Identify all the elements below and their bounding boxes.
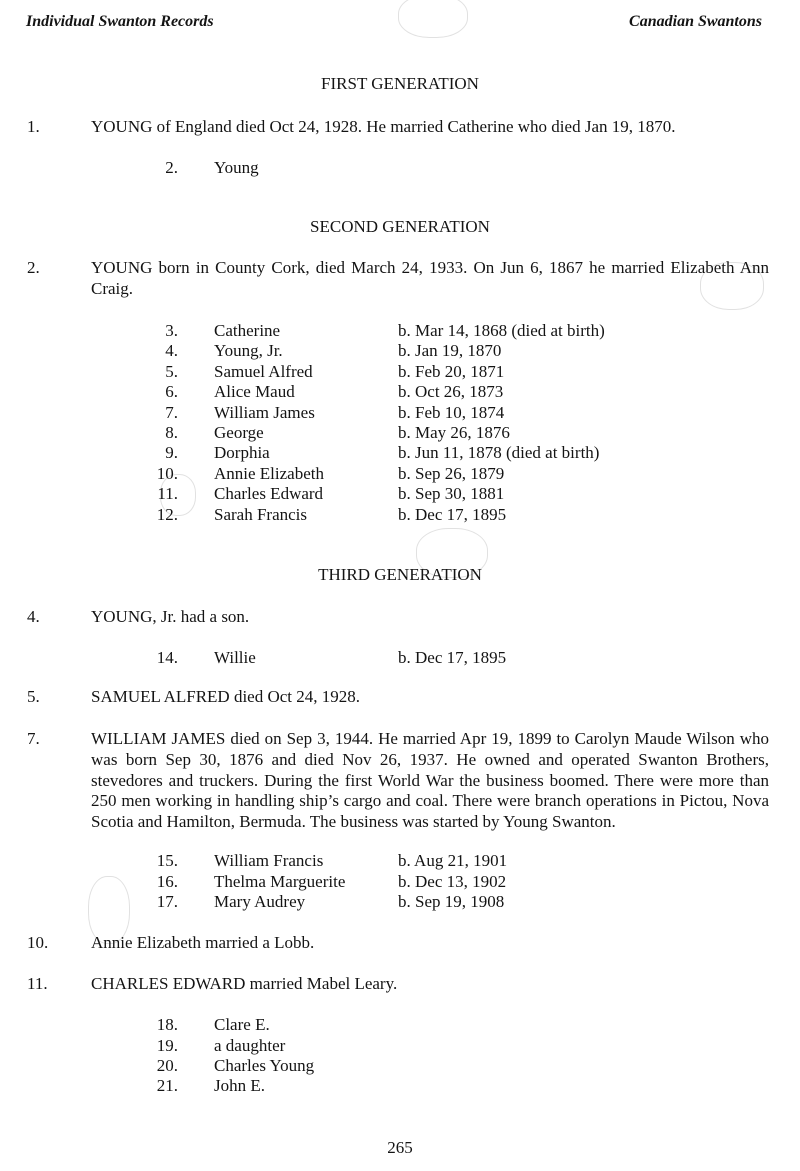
child-name: Sarah Francis <box>214 505 308 524</box>
child-name: Young, Jr. <box>214 341 283 360</box>
child-name: William James <box>214 403 315 422</box>
child-number: 20. <box>156 1056 178 1075</box>
child-name: William Francis <box>214 851 324 870</box>
entry-number: 10. <box>27 933 49 952</box>
entry-number: 11. <box>27 974 48 993</box>
child-name: a daughter <box>214 1036 286 1055</box>
child-birth: b. Jan 19, 1870 <box>398 341 502 360</box>
child-name: Willie <box>214 648 256 667</box>
child-birth: b. May 26, 1876 <box>398 423 510 442</box>
section-heading-third-generation: THIRD GENERATION <box>318 565 482 584</box>
child-name: George <box>214 423 264 442</box>
child-birth: b. Aug 21, 1901 <box>398 851 508 870</box>
child-name: John E. <box>214 1076 265 1095</box>
entry-text: WILLIAM JAMES died on Sep 3, 1944. He married Apr 19, 1899 to Carolyn Maude Wilson who was born Sep 30, 1876 and died Nov 26, 1937. He owned and operated Swanton Brothers, stevedores and truckers. During the first World War the business boomed. There were more than 250 men working in handling ship’s cargo and coal. There were branch operations in Pictou, Nova Scotia and Hamilton, Bermuda. The business was started by Young Swanton. <box>91 729 769 832</box>
child-birth: b. Feb 20, 1871 <box>398 362 505 381</box>
child-name: Young <box>214 158 259 177</box>
child-name: Alice Maud <box>214 382 295 401</box>
child-name: Samuel Alfred <box>214 362 313 381</box>
child-number: 18. <box>156 1015 178 1034</box>
entry-text: YOUNG, Jr. had a son. <box>91 607 250 626</box>
smudge-mark <box>398 0 468 38</box>
child-number: 8. <box>165 423 178 442</box>
child-birth: b. Sep 26, 1879 <box>398 464 505 483</box>
child-name: Thelma Marguerite <box>214 872 346 891</box>
entry-number: 2. <box>27 258 40 277</box>
entry-number: 5. <box>27 687 40 706</box>
child-number: 5. <box>165 362 178 381</box>
entry-text: YOUNG born in County Cork, died March 24, 1933. On Jun 6, 1867 he married Elizabeth Ann Craig. <box>91 258 769 298</box>
child-number: 7. <box>165 403 178 422</box>
section-heading-second-generation: SECOND GENERATION <box>310 217 490 236</box>
entry-text: SAMUEL ALFRED died Oct 24, 1928. <box>91 687 361 706</box>
child-birth: b. Sep 30, 1881 <box>398 484 505 503</box>
child-birth: b. Mar 14, 1868 (died at birth) <box>398 321 605 340</box>
child-name: Annie Elizabeth <box>214 464 324 483</box>
child-birth: b. Dec 17, 1895 <box>398 648 507 667</box>
child-name: Dorphia <box>214 443 270 462</box>
entry-text: CHARLES EDWARD married Mabel Leary. <box>91 974 398 993</box>
child-number: 21. <box>156 1076 178 1095</box>
child-number: 17. <box>156 892 178 911</box>
child-birth: b. Jun 11, 1878 (died at birth) <box>398 443 600 462</box>
child-number: 12. <box>156 505 178 524</box>
child-number: 3. <box>165 321 178 340</box>
child-birth: b. Dec 13, 1902 <box>398 872 507 891</box>
entry-text: YOUNG of England died Oct 24, 1928. He married Catherine who died Jan 19, 1870. <box>91 117 676 136</box>
running-header-right: Canadian Swantons <box>629 13 762 30</box>
child-name: Clare E. <box>214 1015 270 1034</box>
child-birth: b. Oct 26, 1873 <box>398 382 504 401</box>
running-header-left: Individual Swanton Records <box>26 13 214 30</box>
child-birth: b. Dec 17, 1895 <box>398 505 507 524</box>
entry-text: Annie Elizabeth married a Lobb. <box>91 933 315 952</box>
child-name: Catherine <box>214 321 281 340</box>
child-name: Charles Edward <box>214 484 324 503</box>
child-birth: b. Sep 19, 1908 <box>398 892 505 911</box>
child-number: 11. <box>157 484 178 503</box>
child-number: 16. <box>156 872 178 891</box>
child-number: 15. <box>156 851 178 870</box>
child-number: 6. <box>165 382 178 401</box>
entry-number: 4. <box>27 607 40 626</box>
page-number: 265 <box>387 1138 413 1157</box>
child-number: 4. <box>165 341 178 360</box>
child-number: 9. <box>165 443 178 462</box>
entry-number: 1. <box>27 117 40 136</box>
entry-number: 7. <box>27 729 40 748</box>
child-name: Charles Young <box>214 1056 315 1075</box>
section-heading-first-generation: FIRST GENERATION <box>321 74 479 93</box>
child-number: 10. <box>156 464 178 483</box>
child-number: 14. <box>156 648 178 667</box>
child-number: 19. <box>156 1036 178 1055</box>
child-number: 2. <box>165 158 178 177</box>
child-birth: b. Feb 10, 1874 <box>398 403 505 422</box>
child-name: Mary Audrey <box>214 892 306 911</box>
